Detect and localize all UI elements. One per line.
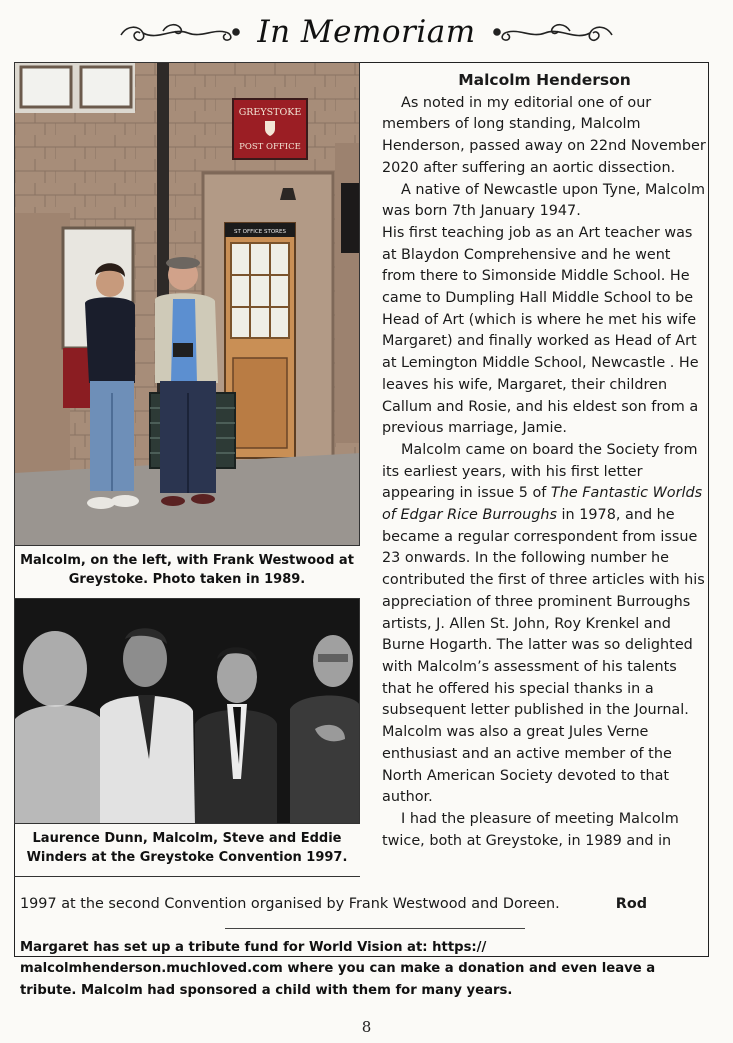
- photo-greystoke-convention: [14, 598, 360, 824]
- author-signature: Rod: [615, 896, 648, 912]
- article-body: [382, 70, 707, 852]
- photo2-caption-line1: Laurence Dunn, Malcolm, Steve and Eddie: [32, 831, 342, 846]
- photo2-caption: [14, 829, 360, 867]
- article-paragraph-4: [382, 440, 707, 809]
- article-paragraph-4-start: Malcolm came on board the Society from its earliest years, with his first letter appearing in issue 5 of: [382, 441, 698, 502]
- post-office-sign-line2: POST OFFICE: [239, 142, 301, 152]
- photo1-caption: [14, 551, 360, 589]
- photo2-caption-line2: Winders at the Greystoke Convention 1997.: [26, 850, 348, 865]
- page-number: 8: [361, 1018, 372, 1036]
- photo1-caption-line1: Malcolm, on the left, with Frank Westwood at: [20, 553, 354, 568]
- closing-text: 1997 at the second Convention organised by Frank Westwood and Doreen.: [20, 896, 560, 912]
- page-title: In Memoriam: [257, 14, 476, 50]
- caption-divider: [14, 876, 360, 877]
- page-header: [0, 6, 733, 58]
- article-paragraph-2: A native of Newcastle upon Tyne, Malcolm was born 7th January 1947.: [382, 181, 705, 220]
- article-paragraph-1: As noted in my editorial one of our members of long standing, Malcolm Henderson, passed away on 22nd November 2020 after suffering an aortic dissection.: [382, 94, 706, 176]
- article-paragraph-4-end: in 1978, and he became a regular correspondent from issue 23 onwards. In the following number he contributed the first of three articles with his appreciation of three prominent Burroughs artists, J. Allen St. John, Roy Krenkel and Burne Hogarth. The latter was so delighted with Malcolm’s assessment of his talents that he offered his special thanks in a subsequent letter published in the Journal. Malcolm was also a great Jules Verne enthusiast and an active member of the North American Society devoted to that author.: [382, 507, 705, 806]
- article-closing-line: [20, 896, 647, 912]
- photo1-caption-line2: Greystoke. Photo taken in 1989.: [68, 572, 306, 587]
- door-sign: ST OFFICE STORES: [234, 229, 286, 235]
- tribute-note: Margaret has set up a tribute fund for World Vision at: https:// malcolmhenderson.muchloved.com where you can make a donation and even leave a tribute. Malcolm had sponsored a child with them for many years.: [20, 940, 656, 998]
- tribute-divider: [225, 928, 525, 929]
- photo-greystoke-post-office: [14, 62, 360, 546]
- post-office-sign-line1: GREYSTOKE: [238, 107, 302, 118]
- article-paragraph-5: I had the pleasure of meeting Malcolm twice, both at Greystoke, in 1989 and in: [382, 810, 679, 849]
- article-title: Malcolm Henderson: [458, 71, 631, 89]
- journal-title: The Fantastic Worlds of Edgar Rice Burroughs: [382, 485, 703, 524]
- right-flourish-ornament: [490, 17, 620, 47]
- article-paragraph-3: His first teaching job as an Art teacher was at Blaydon Comprehensive and he went from there to Simonside Middle School. He came to Dumpling Hall Middle School to be Head of Art (which is where he met his wife Margaret) and finally worked as Head of Art at Lemington Middle School, Newcastle . He leaves his wife, Margaret, their children Callum and Rosie, and his eldest son from a previous marriage, Jamie.: [382, 224, 699, 437]
- left-flourish-ornament: [113, 17, 243, 47]
